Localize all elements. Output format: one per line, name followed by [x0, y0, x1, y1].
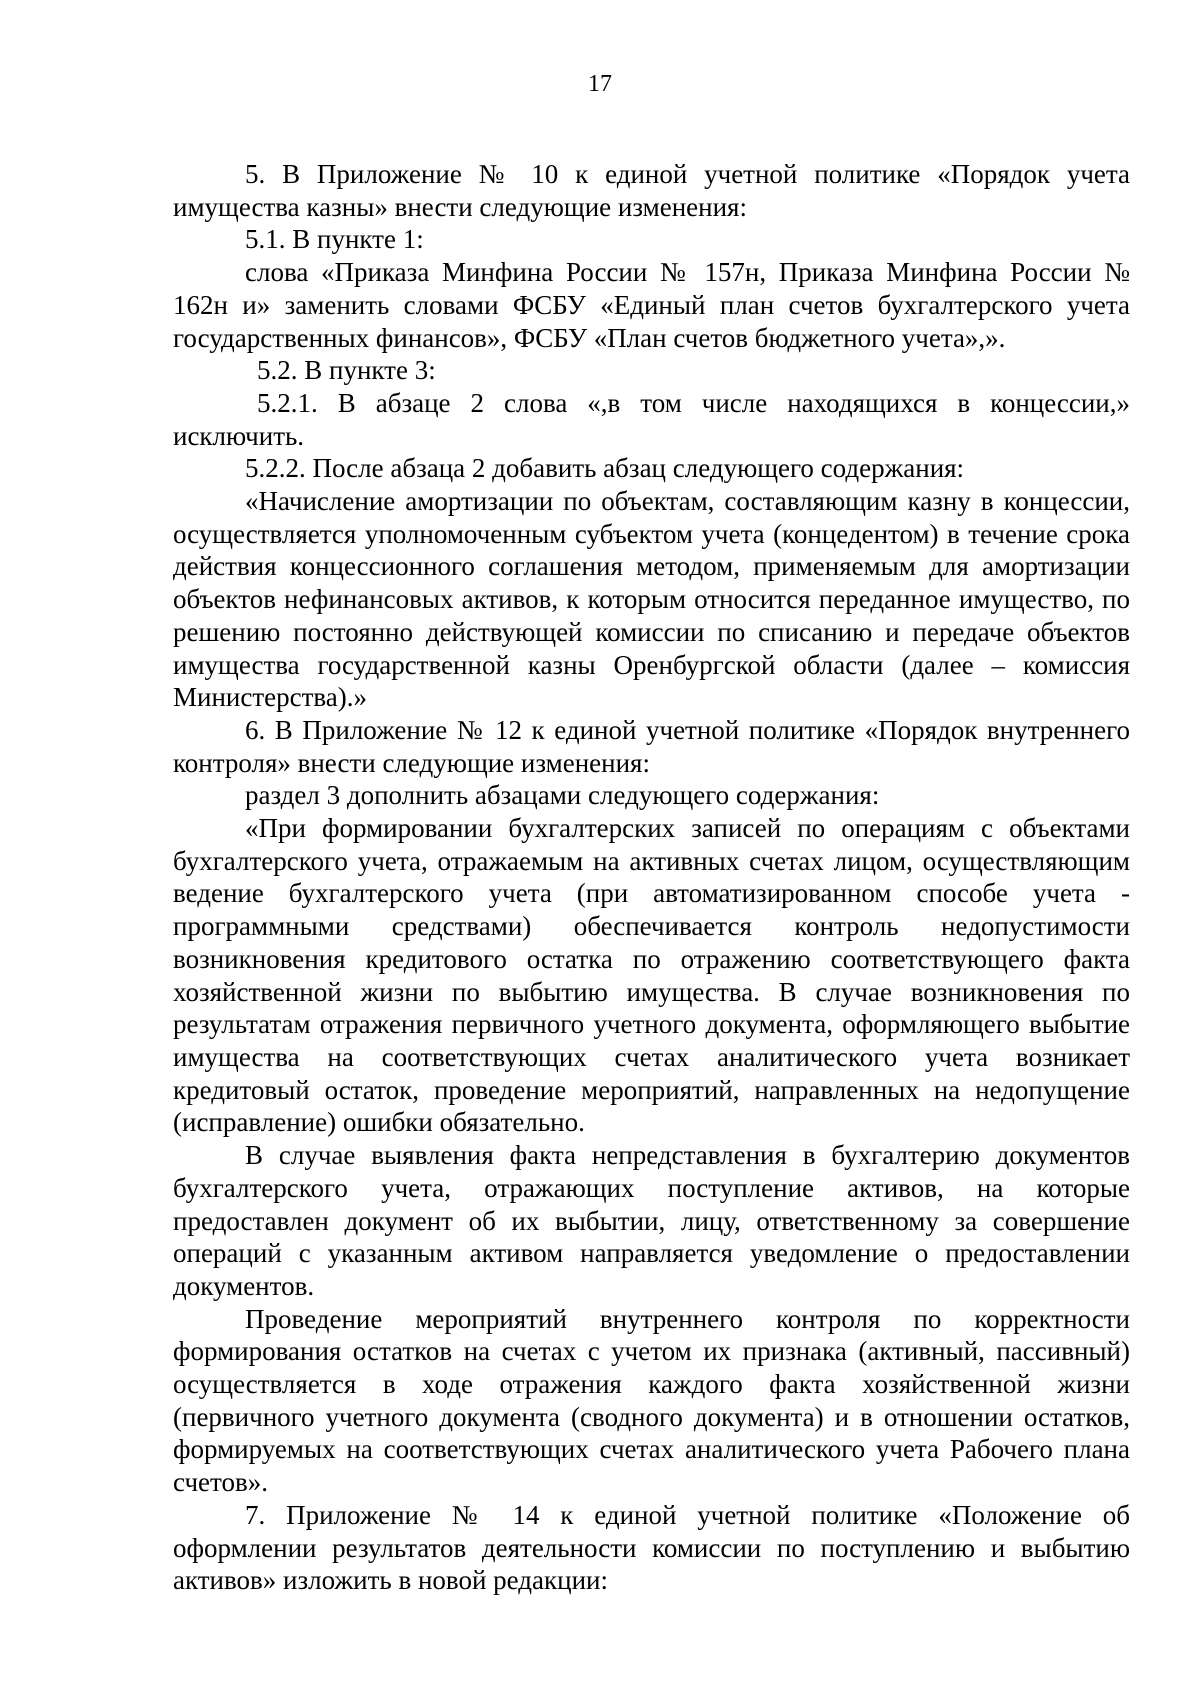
paragraph-section-3-addition: раздел 3 дополнить абзацами следующего содержания:: [245, 780, 880, 811]
paragraph-item-5-1-text: слова «Приказа Минфина России № 157н, Приказа Минфина России № 162н и» заменить словами ФСБУ «Единый план счетов бухгалтерского учета государственных финансов», ФСБУ «План счетов бюджетного учета»,».: [173, 257, 1130, 353]
page-number: 17: [588, 71, 612, 97]
document-body: [173, 158, 1130, 1597]
paragraph-notice-documents: В случае выявления факта непредставления в бухгалтерию документов бухгалтерского учета, отражающих поступление активов, на которые предоставлен документ об их выбытии, лицу, ответственному за совершение операций с указанным активом направляется уведомление о предоставлении документов.: [173, 1140, 1130, 1301]
paragraph-item-5-2: 5.2. В пункте 3:: [257, 355, 436, 386]
paragraph-item-7: 7. Приложение № 14 к единой учетной политике «Положение об оформлении результатов деятельности комиссии по поступлению и выбытию активов» изложить в новой редакции:: [173, 1499, 1130, 1596]
paragraph-item-5-1: 5.1. В пункте 1:: [245, 224, 424, 255]
paragraph-item-5-2-2: 5.2.2. После абзаца 2 добавить абзац следующего содержания:: [245, 453, 965, 484]
paragraph-control-measures: Проведение мероприятий внутреннего контроля по корректности формирования остатков на счетах с учетом их признака (активный, пассивный) осуществляется в ходе отражения каждого факта хозяйственной жизни (первичного учетного документа (сводного документа) и в отношении остатков, формируемых на соответствующих счетах аналитического учета Рабочего плана счетов».: [173, 1303, 1130, 1498]
paragraph-quote-internal-control: «При формировании бухгалтерских записей по операциям с объектами бухгалтерского учета, отражаемым на активных счетах лицом, осуществляющим ведение бухгалтерского учета (при автоматизированном способе учета - программными средствами) обеспечивается контроль недопустимости возникновения кредитового остатка по отражению соответствующего факта хозяйственной жизни по выбытию имущества. В случае возникновения по результатам отражения первичного учетного документа, оформляющего выбытие имущества на соответствующих счетах аналитического учета возникает кредитовый остаток, проведение мероприятий, направленных на недопущение (исправление) ошибки обязательно.: [173, 813, 1130, 1138]
paragraph-quote-amortization: «Начисление амортизации по объектам, составляющим казну в концессии, осуществляется уполномоченным субъектом учета (концедентом) в течение срока действия концессионного соглашения методом, применяемым для амортизации объектов нефинансовых активов, к которым относится переданное имущество, по решению постоянно действующей комиссии по списанию и передаче объектов имущества государственной казны Оренбургской области (далее – комиссия Министерства).»: [173, 486, 1130, 713]
paragraph-item-5-2-1: 5.2.1. В абзаце 2 слова «,в том числе находящихся в концессии,» исключить.: [173, 387, 1130, 451]
paragraph-item-6: 6. В Приложение № 12 к единой учетной политике «Порядок внутреннего контроля» внести следующие изменения:: [173, 714, 1130, 778]
paragraph-item-5: 5. В Приложение № 10 к единой учетной политике «Порядок учета имущества казны» внести следующие изменения:: [173, 159, 1130, 222]
